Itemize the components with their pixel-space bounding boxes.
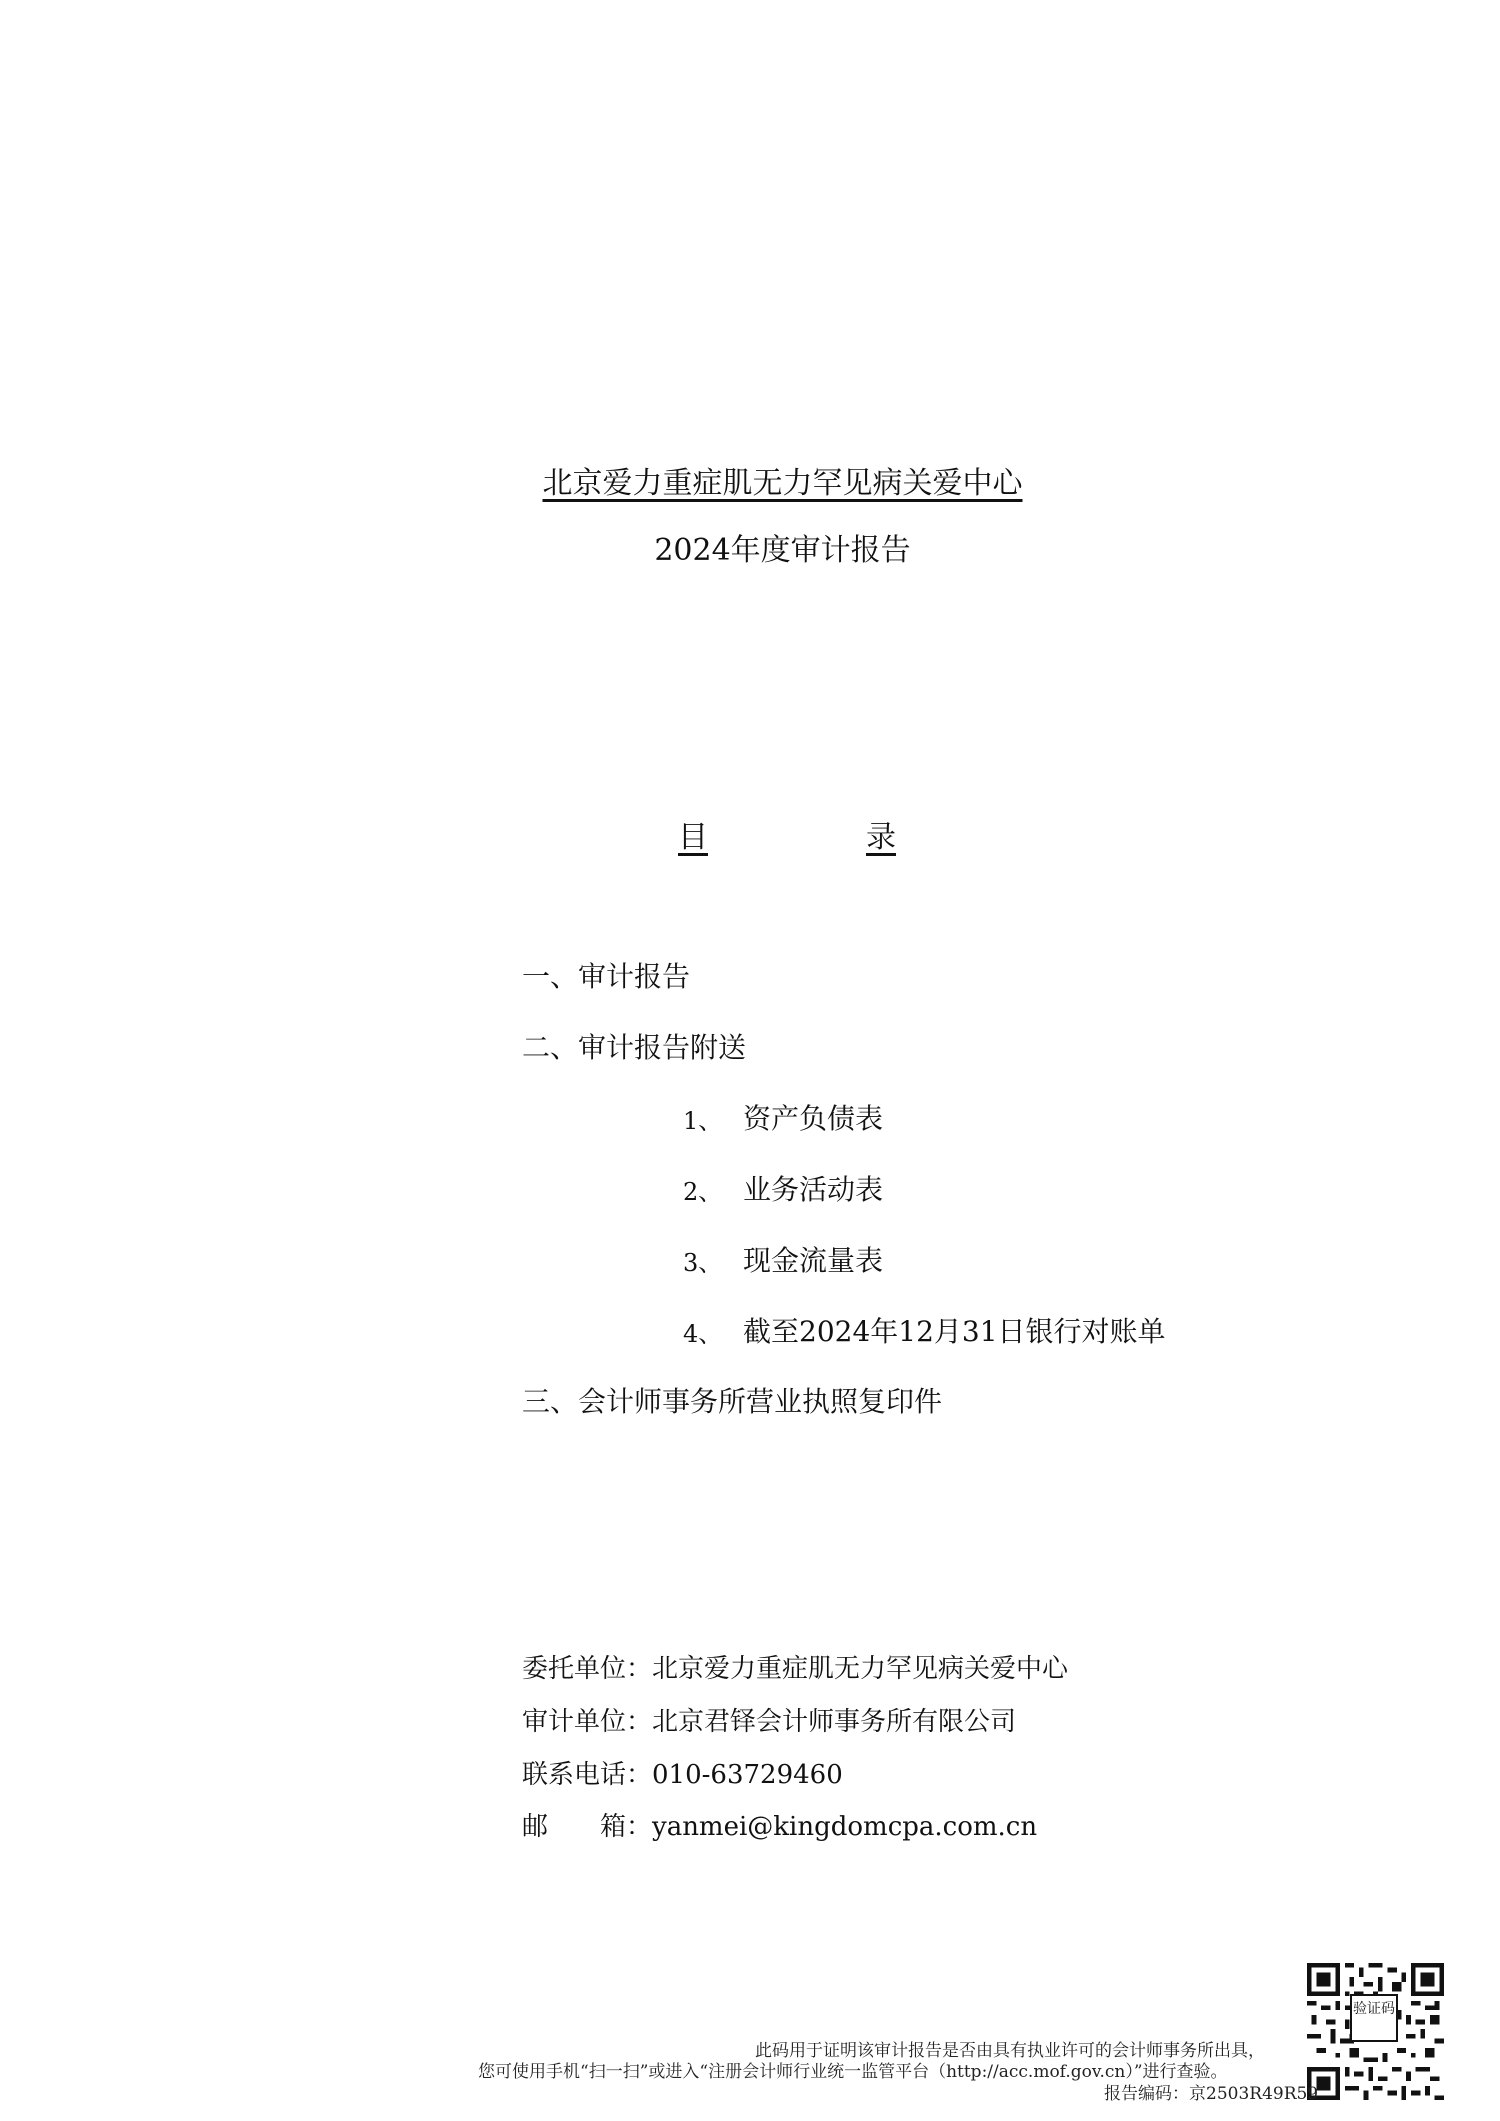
auditor-unit: 审计单位：北京君铎会计师事务所有限公司 xyxy=(522,1707,1017,1737)
toc-attachment-item: 业务活动表 xyxy=(743,1173,884,1206)
toc-attachment-item: 现金流量表 xyxy=(743,1244,884,1277)
toc-attachment-number: 1、 xyxy=(683,1107,723,1135)
qr-note-line1: 此码用于证明该审计报告是否由具有执业许可的会计师事务所出具， xyxy=(755,2041,1265,2061)
toc-section-item: 二、审计报告附送 xyxy=(522,1031,747,1064)
report-title: 2024年度审计报告 xyxy=(654,533,911,568)
toc-attachment-number: 3、 xyxy=(683,1249,723,1277)
toc-attachment-item: 资产负债表 xyxy=(743,1102,884,1135)
qr-note-line2: 您可使用手机“扫一扫”或进入“注册会计师行业统一监管平台（http://acc.mof.gov.cn）”进行查验。 xyxy=(478,2062,1228,2082)
toc-attachment-number: 2、 xyxy=(683,1178,723,1206)
contact-phone: 联系电话：010-63729460 xyxy=(522,1760,843,1790)
toc-attachment-number: 4、 xyxy=(683,1320,723,1348)
toc-heading: 目 录 xyxy=(678,820,896,855)
qr-verify-badge: 验证码 xyxy=(1350,1994,1398,2042)
toc-section-item: 三、会计师事务所营业执照复印件 xyxy=(522,1385,943,1418)
contact-email: 邮 箱：yanmei@kingdomcpa.com.cn xyxy=(522,1812,1038,1842)
report-code: 报告编码：京2503R49R59 xyxy=(1104,2084,1319,2104)
report-organization-title: 北京爱力重症肌无力罕见病关爱中心 xyxy=(542,466,1023,501)
toc-section-item: 一、审计报告 xyxy=(522,960,691,993)
toc-attachment-item: 截至2024年12月31日银行对账单 xyxy=(743,1315,1166,1348)
client-unit: 委托单位：北京爱力重症肌无力罕见病关爱中心 xyxy=(522,1654,1069,1684)
